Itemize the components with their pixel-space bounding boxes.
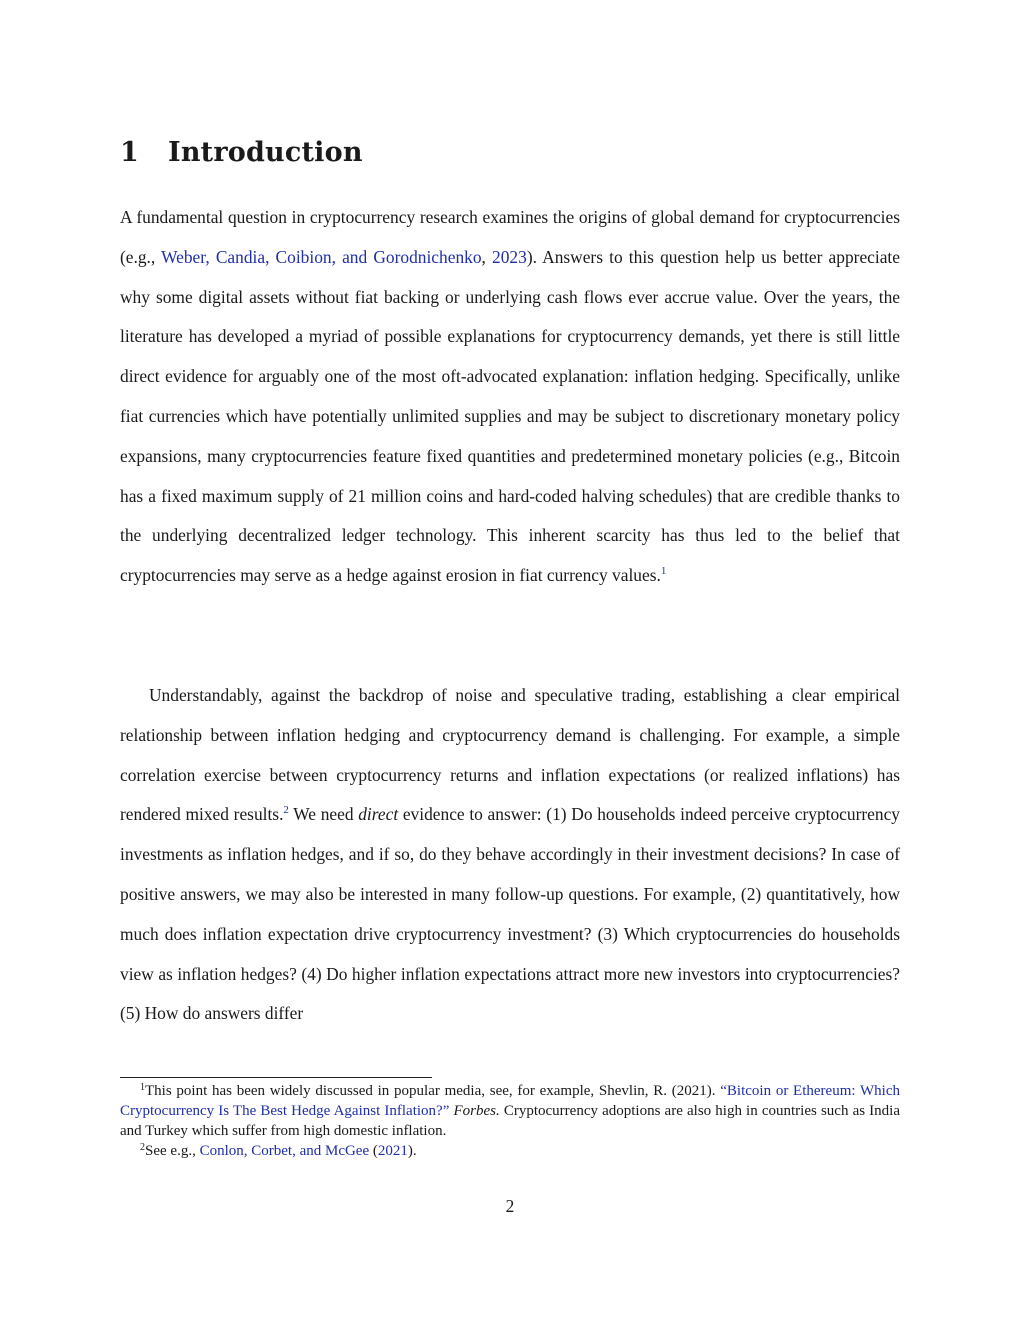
paragraph-text: ). Answers to this question help us better appreciate why some digital assets without fiat backing or underlying cash flows ever accrue value. Over the years, the literature has developed a myriad of possible explanations for cryptocurrency demands, yet there is still little direct evidence for arguably one of the most oft-advocated explanation: inflation hedging. Specifically, unlike fiat currencies which have potentially unlimited supplies and may be subject to discretionary monetary policy expansions, many cryptocurrencies feature fixed quantities and predetermined monetary policies (e.g., Bitcoin has a fixed maximum supply of 21 million coins and hard-coded halving schedules) that are credible thanks to the underlying decentralized ledger technology. This inherent scarcity has thus led to the belief that cryptocurrencies may serve as a hedge against erosion in fiat currency values. xyxy=(120,246,900,586)
citation-separator: , xyxy=(481,246,493,267)
citation-link-conlon[interactable]: Conlon, Corbet, and McGee xyxy=(199,1143,370,1159)
forbes-article-link[interactable]: “Bitcoin or Ethereum: Which Cryptocurrency Is The Best Hedge Against Inflation?” xyxy=(120,1083,900,1119)
page-number: 2 xyxy=(505,1196,515,1216)
paragraph-1 xyxy=(120,198,900,596)
footnote-number: 1 xyxy=(140,1082,145,1093)
footnote-divider xyxy=(120,1077,432,1078)
footnote-2 xyxy=(120,1141,900,1161)
section-number: 1 xyxy=(120,137,139,168)
section-title: Introduction xyxy=(168,137,363,168)
footnote-text: See e.g., xyxy=(145,1143,200,1159)
paragraph-text: evidence to answer: (1) Do households indeed perceive cryptocurrency investments as inflation hedges, and if so, do they behave accordingly in their investment decisions? In case of positive answers, we may also be interested in many follow-up questions. For example, (2) quantitatively, how much does inflation expectation drive cryptocurrency investment? (3) Which cryptocurrencies do households view as inflation hedges? (4) Do higher inflation expectations attract more new investors into cryptocurrencies? (5) How do answers differ xyxy=(120,804,900,1024)
footnote-text: ). xyxy=(407,1143,417,1159)
paragraph-text: We need xyxy=(288,804,359,825)
footnotes xyxy=(120,1081,900,1161)
citation-year-link[interactable]: 2021 xyxy=(377,1143,408,1159)
paragraph-2 xyxy=(120,676,900,1034)
footnote-1 xyxy=(120,1081,900,1141)
footnote-mark-1[interactable]: 1 xyxy=(660,565,667,578)
citation-link-weber[interactable] xyxy=(161,247,481,267)
citation-year-link[interactable]: 2023 xyxy=(492,246,527,267)
section-heading xyxy=(120,137,363,168)
paragraph-text: A fundamental question in cryptocurrency research examines the origins of global demand for cryptocurrencies (e.g., xyxy=(120,207,900,267)
citation-authors[interactable]: Weber, Candia, Coibion, and Gorodnichenko xyxy=(161,246,482,267)
paragraph-text: Understandably, against the backdrop of noise and speculative trading, establishing a clear empirical relationship between inflation hedging and cryptocurrency demand is challenging. For example, a simple correlation exercise between cryptocurrency returns and inflation expectations (or realized inflations) has rendered mixed results. xyxy=(120,685,900,825)
footnote-text: Cryptocurrency adoptions are also high in countries such as India and Turkey which suffer from high domestic inflation. xyxy=(120,1103,901,1139)
emphasis-text: direct xyxy=(358,804,399,825)
footnote-text: ( xyxy=(369,1143,378,1159)
footnote-text: This point has been widely discussed in popular media, see, for example, Shevlin, R. (2021). xyxy=(145,1083,721,1099)
footnote-number: 2 xyxy=(140,1142,145,1153)
footnote-mark-2[interactable]: 2 xyxy=(283,804,289,817)
footnote-emphasis: Forbes. xyxy=(453,1103,500,1119)
